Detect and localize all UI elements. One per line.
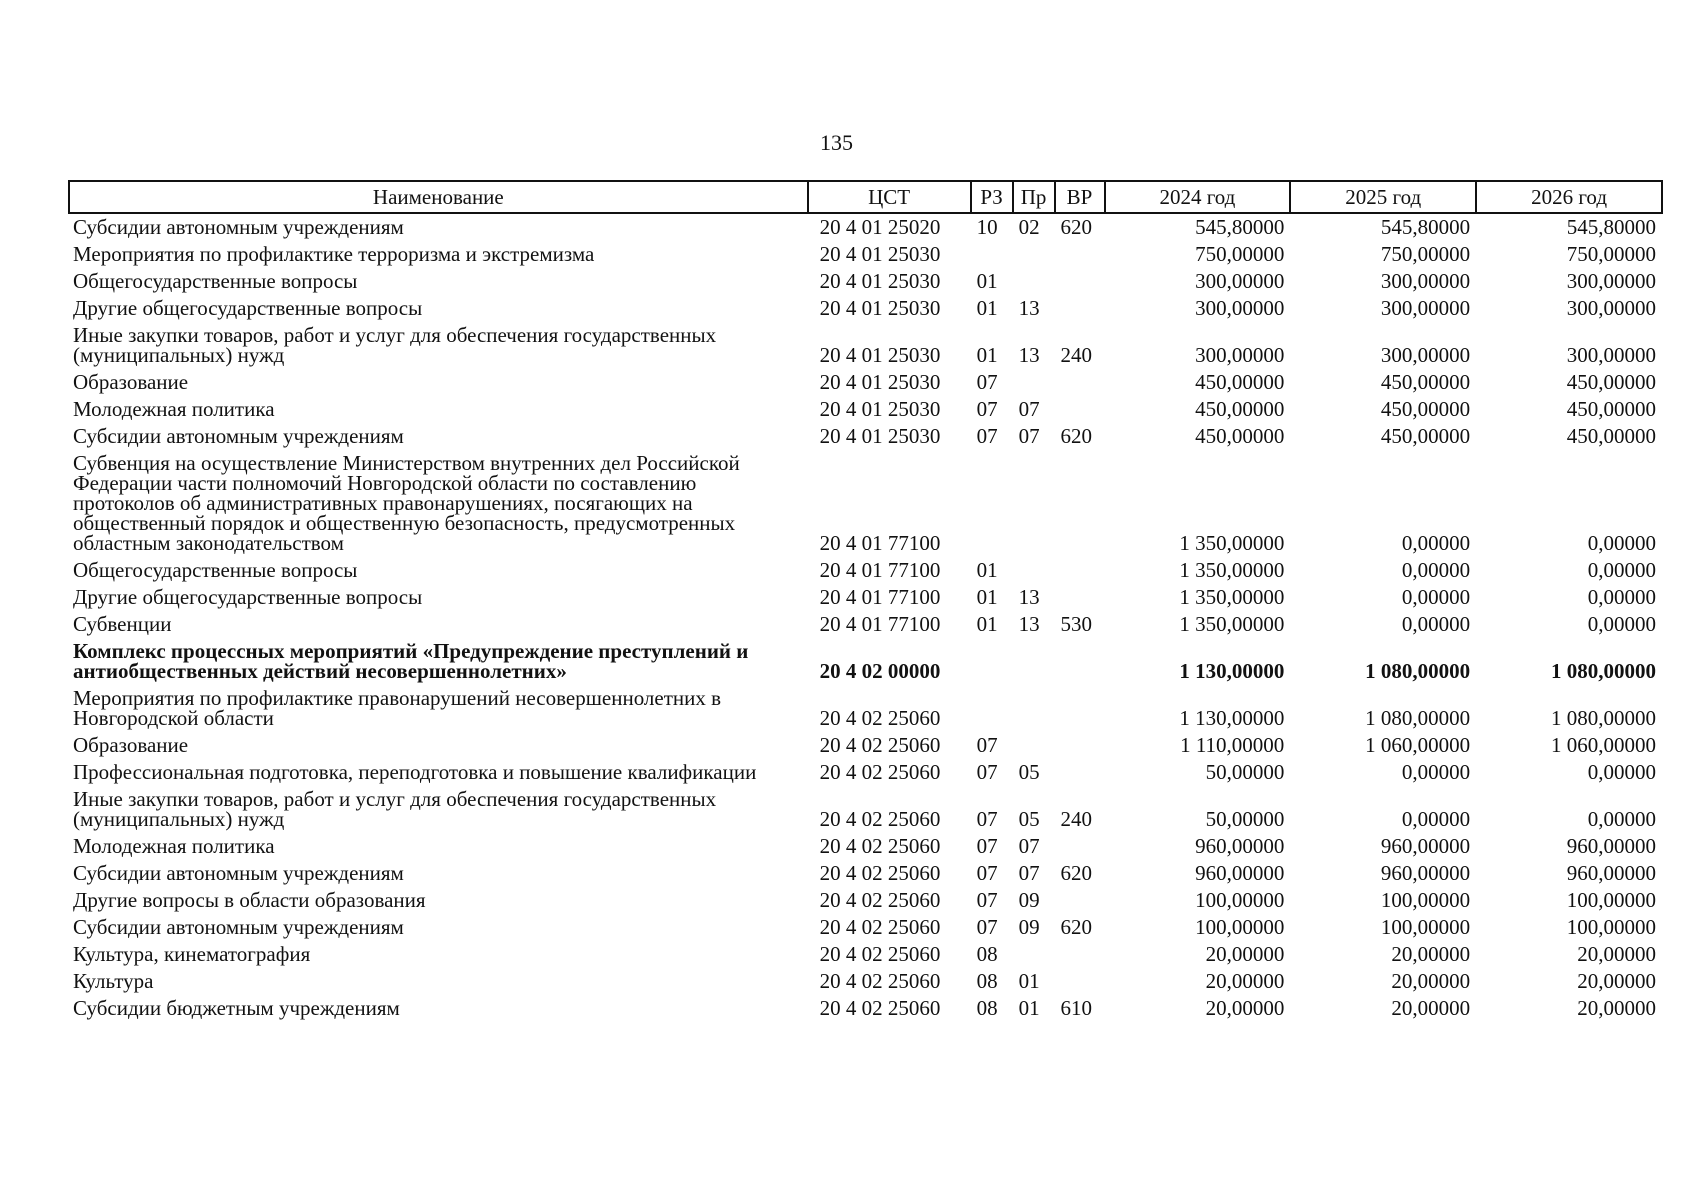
cell-name: Субвенция на осуществление Министерством внутренних дел Российской Федерации части полномочий Новгородской области по составлению протоколов об административных правонарушениях, посягающих на общественный порядок и общественную безопасность, предусмотренных областным законодательством (73, 451, 740, 555)
cell-pr: 07 (1018, 861, 1040, 885)
cell-pr (1013, 557, 1055, 584)
cell-2026: 0,00000 (1587, 585, 1656, 609)
table-row (69, 941, 1662, 968)
cell-cst: 20 4 01 77100 (819, 612, 941, 636)
header-cst: ЦСТ (808, 181, 971, 213)
table-row (69, 268, 1662, 295)
cell-pr: 07 (1018, 834, 1040, 858)
cell-rz: 07 (976, 861, 998, 885)
cell-2026: 20,00000 (1577, 996, 1656, 1020)
cell-name: Субсидии автономным учреждениям (73, 215, 404, 239)
cell-cst: 20 4 02 00000 (819, 659, 941, 683)
cell-2025: 1 080,00000 (1365, 659, 1471, 683)
cell-pr (1013, 369, 1055, 396)
cell-name: Общегосударственные вопросы (73, 558, 358, 582)
cell-2025: 20,00000 (1391, 996, 1471, 1020)
cell-2026: 0,00000 (1587, 807, 1656, 831)
cell-rz: 01 (976, 558, 998, 582)
cell-vr (1055, 685, 1105, 732)
cell-rz: 08 (976, 969, 998, 993)
cell-2024: 1 350,00000 (1179, 585, 1285, 609)
cell-name: Образование (73, 370, 189, 394)
cell-2024: 1 130,00000 (1179, 706, 1285, 730)
cell-rz: 08 (976, 996, 998, 1020)
cell-2025: 960,00000 (1380, 861, 1471, 885)
cell-vr (1055, 557, 1105, 584)
cell-name: Субсидии бюджетным учреждениям (73, 996, 400, 1020)
cell-name: Иные закупки товаров, работ и услуг для обеспечения государственных (муниципальных) нужд (73, 787, 717, 831)
cell-2025: 100,00000 (1380, 915, 1471, 939)
cell-2026: 450,00000 (1566, 397, 1656, 421)
cell-name: Молодежная политика (73, 834, 275, 858)
cell-pr (1013, 241, 1055, 268)
cell-pr (1013, 268, 1055, 295)
table-row (69, 887, 1662, 914)
cell-2026: 1 080,00000 (1551, 659, 1656, 683)
cell-rz: 07 (976, 370, 998, 394)
table-row (69, 732, 1662, 759)
table-row (69, 638, 1662, 685)
cell-cst: 20 4 01 25020 (819, 215, 941, 239)
cell-vr: 610 (1060, 996, 1093, 1020)
cell-2024: 1 130,00000 (1179, 659, 1285, 683)
cell-2025: 100,00000 (1380, 888, 1471, 912)
cell-2026: 300,00000 (1566, 296, 1656, 320)
cell-2026: 0,00000 (1587, 558, 1656, 582)
cell-2026: 750,00000 (1566, 242, 1656, 266)
cell-cst: 20 4 01 25030 (819, 370, 941, 394)
cell-2025: 545,80000 (1380, 215, 1471, 239)
cell-2026: 450,00000 (1566, 370, 1656, 394)
cell-2025: 0,00000 (1401, 612, 1471, 636)
cell-cst: 20 4 01 25030 (819, 343, 941, 367)
cell-cst: 20 4 01 25030 (819, 424, 941, 448)
cell-rz: 07 (976, 397, 998, 421)
header-2026: 2026 год (1476, 181, 1662, 213)
cell-pr: 01 (1018, 996, 1040, 1020)
cell-2025: 0,00000 (1401, 531, 1471, 555)
cell-rz: 07 (976, 915, 998, 939)
cell-2026: 960,00000 (1566, 861, 1656, 885)
cell-rz: 07 (976, 807, 998, 831)
cell-name: Субвенции (73, 612, 172, 636)
cell-vr: 620 (1060, 915, 1093, 939)
cell-2024: 545,80000 (1195, 215, 1285, 239)
cell-pr: 05 (1018, 760, 1040, 784)
cell-2026: 300,00000 (1566, 269, 1656, 293)
cell-name: Мероприятия по профилактике правонарушений несовершеннолетних в Новгородской области (73, 686, 722, 730)
cell-cst: 20 4 01 25030 (819, 296, 941, 320)
table-row (69, 450, 1662, 557)
cell-cst: 20 4 02 25060 (819, 834, 941, 858)
cell-pr: 13 (1018, 343, 1040, 367)
cell-name: Культура (73, 969, 154, 993)
cell-2025: 450,00000 (1380, 424, 1471, 448)
table-row (69, 786, 1662, 833)
cell-pr: 02 (1018, 215, 1040, 239)
cell-2024: 20,00000 (1205, 942, 1285, 966)
cell-2024: 300,00000 (1195, 296, 1285, 320)
cell-2024: 20,00000 (1205, 996, 1285, 1020)
page-number: 135 (820, 130, 853, 155)
cell-2024: 1 350,00000 (1179, 531, 1285, 555)
cell-2026: 545,80000 (1566, 215, 1656, 239)
table-row (69, 860, 1662, 887)
cell-cst: 20 4 01 25030 (819, 269, 941, 293)
cell-2025: 300,00000 (1380, 343, 1471, 367)
cell-rz: 08 (976, 942, 998, 966)
cell-2024: 50,00000 (1205, 760, 1285, 784)
cell-pr: 07 (1018, 424, 1040, 448)
cell-name: Другие общегосударственные вопросы (73, 296, 423, 320)
cell-2024: 100,00000 (1195, 888, 1285, 912)
cell-cst: 20 4 02 25060 (819, 996, 941, 1020)
cell-rz (971, 450, 1013, 557)
cell-vr (1055, 638, 1105, 685)
cell-rz (971, 241, 1013, 268)
cell-2025: 450,00000 (1380, 370, 1471, 394)
cell-2024: 300,00000 (1195, 343, 1285, 367)
cell-2025: 0,00000 (1401, 807, 1471, 831)
table-row (69, 241, 1662, 268)
cell-pr: 09 (1018, 915, 1040, 939)
cell-pr: 05 (1018, 807, 1040, 831)
table-row (69, 914, 1662, 941)
table-body (69, 213, 1662, 1022)
cell-2024: 1 350,00000 (1179, 558, 1285, 582)
cell-cst: 20 4 01 77100 (819, 531, 941, 555)
cell-2026: 100,00000 (1566, 915, 1656, 939)
cell-2025: 0,00000 (1401, 558, 1471, 582)
cell-rz: 07 (976, 733, 998, 757)
cell-cst: 20 4 01 77100 (819, 558, 941, 582)
cell-2026: 20,00000 (1577, 942, 1656, 966)
header-vr: ВР (1055, 181, 1105, 213)
cell-name: Субсидии автономным учреждениям (73, 861, 404, 885)
cell-2026: 960,00000 (1566, 834, 1656, 858)
cell-vr (1055, 887, 1105, 914)
cell-rz: 07 (976, 424, 998, 448)
cell-vr: 620 (1060, 215, 1093, 239)
cell-pr (1013, 685, 1055, 732)
cell-vr (1055, 584, 1105, 611)
cell-2025: 20,00000 (1391, 969, 1471, 993)
cell-2024: 50,00000 (1205, 807, 1285, 831)
cell-pr: 09 (1018, 888, 1040, 912)
cell-2026: 300,00000 (1566, 343, 1656, 367)
cell-vr (1055, 268, 1105, 295)
cell-cst: 20 4 02 25060 (819, 915, 941, 939)
cell-rz: 01 (976, 343, 998, 367)
header-2024: 2024 год (1105, 181, 1291, 213)
table-row (69, 322, 1662, 369)
cell-vr (1055, 369, 1105, 396)
cell-2025: 960,00000 (1380, 834, 1471, 858)
table-row (69, 995, 1662, 1022)
cell-vr: 240 (1060, 807, 1093, 831)
cell-rz: 01 (976, 269, 998, 293)
header-2025: 2025 год (1290, 181, 1476, 213)
cell-name: Иные закупки товаров, работ и услуг для обеспечения государственных (муниципальных) нужд (73, 323, 717, 367)
cell-cst: 20 4 02 25060 (819, 861, 941, 885)
cell-2024: 1 110,00000 (1180, 733, 1285, 757)
cell-2025: 0,00000 (1401, 760, 1471, 784)
header-rz: РЗ (971, 181, 1013, 213)
cell-vr (1055, 833, 1105, 860)
cell-2025: 20,00000 (1391, 942, 1471, 966)
table-row (69, 369, 1662, 396)
cell-vr: 530 (1060, 612, 1093, 636)
cell-vr: 240 (1060, 343, 1093, 367)
cell-rz: 01 (976, 612, 998, 636)
header-pr: Пр (1013, 181, 1055, 213)
cell-name: Культура, кинематография (73, 942, 311, 966)
cell-2026: 450,00000 (1566, 424, 1656, 448)
cell-2026: 0,00000 (1587, 531, 1656, 555)
cell-2025: 300,00000 (1380, 296, 1471, 320)
cell-cst: 20 4 01 77100 (819, 585, 941, 609)
cell-pr: 01 (1018, 969, 1040, 993)
cell-pr: 13 (1018, 585, 1040, 609)
cell-pr: 13 (1018, 612, 1040, 636)
table-row (69, 611, 1662, 638)
cell-pr (1013, 941, 1055, 968)
cell-2025: 0,00000 (1401, 585, 1471, 609)
cell-cst: 20 4 02 25060 (819, 760, 941, 784)
cell-2024: 300,00000 (1195, 269, 1285, 293)
cell-rz: 01 (976, 296, 998, 320)
cell-vr (1055, 732, 1105, 759)
table-row (69, 685, 1662, 732)
cell-cst: 20 4 02 25060 (819, 733, 941, 757)
cell-2025: 450,00000 (1380, 397, 1471, 421)
table-row (69, 557, 1662, 584)
cell-cst: 20 4 02 25060 (819, 969, 941, 993)
cell-name: Комплекс процессных мероприятий «Предупреждение преступлений и антиобщественных действий несовершеннолетних» (73, 639, 749, 683)
cell-rz (971, 685, 1013, 732)
cell-2024: 1 350,00000 (1179, 612, 1285, 636)
cell-2026: 1 060,00000 (1551, 733, 1656, 757)
cell-name: Мероприятия по профилактике терроризма и экстремизма (73, 242, 595, 266)
cell-rz (971, 638, 1013, 685)
table-row (69, 584, 1662, 611)
cell-2024: 450,00000 (1195, 424, 1285, 448)
cell-2025: 1 060,00000 (1365, 733, 1471, 757)
cell-pr (1013, 450, 1055, 557)
cell-2024: 960,00000 (1195, 834, 1285, 858)
table-row (69, 968, 1662, 995)
cell-name: Другие общегосударственные вопросы (73, 585, 423, 609)
cell-pr: 07 (1018, 397, 1040, 421)
cell-cst: 20 4 02 25060 (819, 807, 941, 831)
cell-2026: 0,00000 (1587, 760, 1656, 784)
cell-2025: 300,00000 (1380, 269, 1471, 293)
cell-2026: 20,00000 (1577, 969, 1656, 993)
cell-vr: 620 (1060, 424, 1093, 448)
cell-2025: 1 080,00000 (1365, 706, 1471, 730)
budget-table (68, 180, 1663, 1022)
cell-cst: 20 4 02 25060 (819, 888, 941, 912)
cell-2026: 1 080,00000 (1551, 706, 1656, 730)
cell-name: Субсидии автономным учреждениям (73, 915, 404, 939)
cell-2024: 750,00000 (1195, 242, 1285, 266)
table-row (69, 833, 1662, 860)
cell-rz: 10 (976, 215, 998, 239)
cell-vr: 620 (1060, 861, 1093, 885)
cell-cst: 20 4 01 25030 (819, 397, 941, 421)
cell-2024: 100,00000 (1195, 915, 1285, 939)
cell-vr (1055, 450, 1105, 557)
cell-rz: 07 (976, 760, 998, 784)
table-header (69, 181, 1662, 213)
cell-pr: 13 (1018, 296, 1040, 320)
cell-vr (1055, 396, 1105, 423)
cell-name: Молодежная политика (73, 397, 275, 421)
table-row (69, 213, 1662, 241)
cell-cst: 20 4 02 25060 (819, 706, 941, 730)
table-row (69, 295, 1662, 322)
cell-2024: 960,00000 (1195, 861, 1285, 885)
cell-2026: 0,00000 (1587, 612, 1656, 636)
cell-cst: 20 4 01 25030 (819, 242, 941, 266)
cell-vr (1055, 941, 1105, 968)
cell-rz: 01 (976, 585, 998, 609)
table-row (69, 423, 1662, 450)
cell-rz: 07 (976, 888, 998, 912)
cell-name: Образование (73, 733, 189, 757)
cell-rz: 07 (976, 834, 998, 858)
cell-name: Субсидии автономным учреждениям (73, 424, 404, 448)
table-row (69, 759, 1662, 786)
cell-name: Общегосударственные вопросы (73, 269, 358, 293)
cell-name: Другие вопросы в области образования (73, 888, 426, 912)
cell-pr (1013, 732, 1055, 759)
cell-pr (1013, 638, 1055, 685)
cell-vr (1055, 968, 1105, 995)
cell-2024: 450,00000 (1195, 370, 1285, 394)
cell-vr (1055, 295, 1105, 322)
cell-name: Профессиональная подготовка, переподготовка и повышение квалификации (73, 760, 757, 784)
cell-2025: 750,00000 (1380, 242, 1471, 266)
cell-cst: 20 4 02 25060 (819, 942, 941, 966)
cell-vr (1055, 759, 1105, 786)
cell-2024: 450,00000 (1195, 397, 1285, 421)
table-row (69, 396, 1662, 423)
cell-2024: 20,00000 (1205, 969, 1285, 993)
header-name: Наименование (69, 181, 808, 213)
cell-vr (1055, 241, 1105, 268)
cell-2026: 100,00000 (1566, 888, 1656, 912)
